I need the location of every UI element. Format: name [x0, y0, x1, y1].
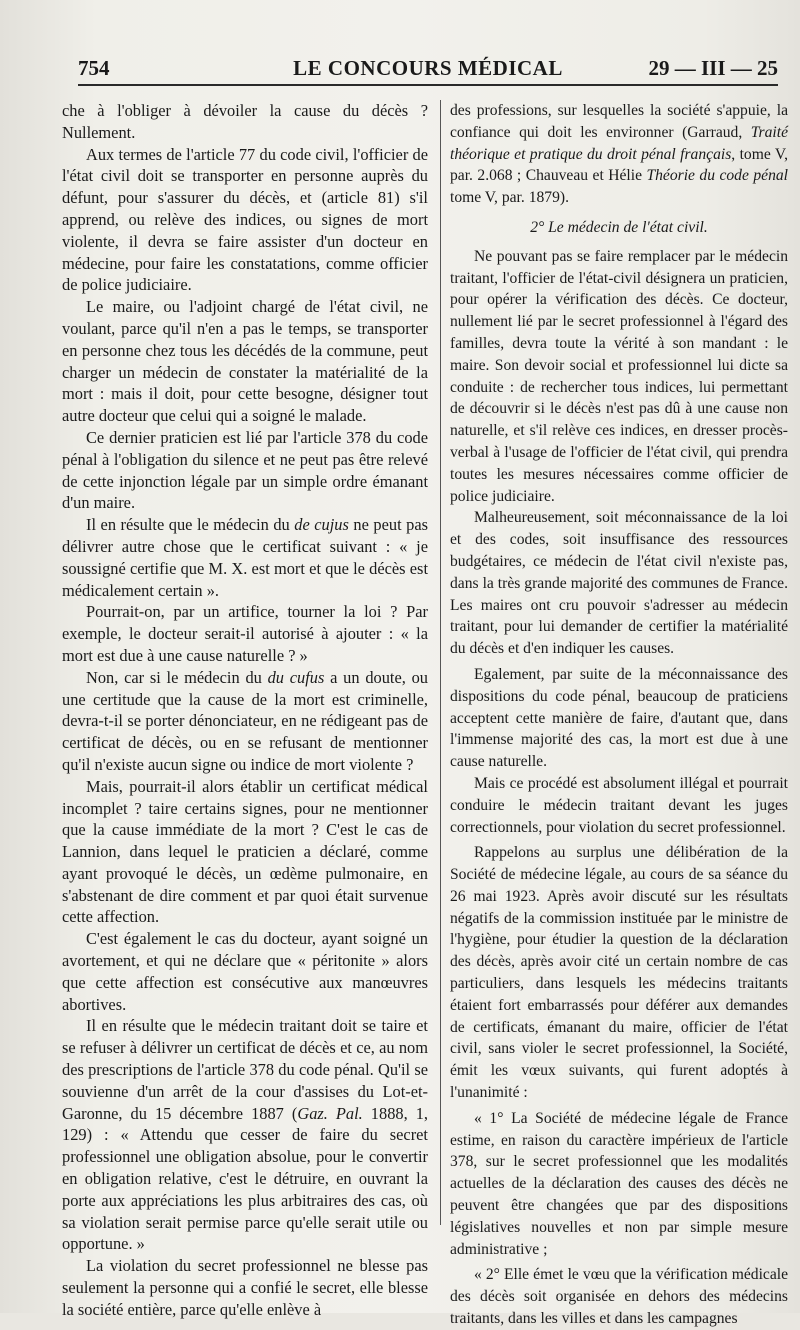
paragraph: Mais, pourrait-il alors établir un certificat médical incomplet ? taire certains signes, pour ne mentionner que la cause immédiate de la mort ? C'est le cas de Lannion, dans lequel le praticien a déclaré, comme ayant provoqué le décès, un œdème pulmonaire, en s'abstenant de dire comment et par quoi était survenue cette affection. [62, 776, 428, 927]
paragraph: Mais ce procédé est absolument illégal et pourrait conduire le médecin traitant devant les juges correctionnels, pour violation du secret professionnel. [450, 774, 788, 836]
paragraph: La violation du secret professionnel ne blesse pas seulement la personne qui a confié le secret, elle blesse la société entière, parce qu'elle enlève à [62, 1256, 428, 1319]
italic-citation: Traité théorique et pratique du droit pénal français [450, 123, 788, 163]
paragraph: Ne pouvant pas se faire remplacer par le médecin traitant, l'officier de l'état-civil désignera un praticien, pour opérer la vérification des décès. Ce docteur, nullement lié par le secret professionnel à l'égard des familles, devra toute la vérité à son mandant : le maire. Son devoir social et professionnel lui dicte sa conduite : de rechercher tous indices, lui permettant de découvrir si le décès n'est pas dû à une cause non naturelle, et s'il relève ces indices, en dresser procès-verbal à l'usage de l'officier de l'état civil, qui prendra toutes les mesures nécessaires comme officier de police judiciaire. [450, 247, 788, 505]
journal-title: LE CONCOURS MÉDICAL [293, 56, 563, 80]
paragraph [62, 1015, 428, 1255]
italic-term: de cujus [294, 515, 349, 535]
paragraph [62, 514, 428, 601]
paragraph: Aux termes de l'article 77 du code civil, l'officier de l'état civil doit se transporter en personne auprès du défunt, pour s'assurer du décès, et (article 81) s'il apprend, ou relève des indices, ou signes de mort violente, il devra se faire assister d'un docteur en médecine, pour faire les constatations, comme officier de police judiciaire. [62, 144, 428, 295]
paragraph: Rappelons au surplus une délibération de la Société de médecine légale, au cours de sa séance du 26 mai 1923. Après avoir discuté sur les résultats négatifs de la commission instituée par le ministre de l'hygiène, pour étudier la question de la déclaration des décès, après avoir cité un certain nombre de cas particuliers, dans lesquels les médecins traitants étaient fort embarrassés pour déférer aux demandes de certificats, émanant du maire, officier de l'état civil, sans violer le secret professionnel, la Société, émit les vœux suivants, qui furent adoptés à l'unanimité : [450, 844, 788, 1102]
paragraph [450, 100, 788, 209]
paragraph: « 1° La Société de médecine légale de France estime, en raison du caractère impérieux de l'article 378, sur le secret professionnel que les modalités actuelles de la déclaration des causes des décès ne peuvent être changées que par des dispositions législatives nouvelles et non par simple mesure administrative ; [450, 1109, 788, 1258]
issue-date: 29 — III — 25 [648, 56, 778, 80]
paragraph: Egalement, par suite de la méconnaissance des dispositions du code pénal, beaucoup de praticiens acceptent cette manière de faire, d'autant que, dans l'immense majorité des cas, la mort est due à une cause naturelle. [450, 665, 788, 771]
text-run: 1888, 1, 129) : « Attendu que cesser de faire du secret professionnel une obligation absolue, pour le convertir en obligation relative, c'est le détruire, en ouvrant la porte aux appréciations les plus arbitraires des cas, où sa violation serait permise parce qu'elle serait utile ou opportune. » [62, 1103, 428, 1254]
paragraph: Ce dernier praticien est lié par l'article 378 du code pénal à l'obligation du silence et ne peut pas être relevé de cette injonction légale par un simple ordre émanant d'un maire. [62, 427, 428, 513]
paragraph: che à l'obliger à dévoiler la cause du décès ? Nullement. [62, 101, 428, 142]
text-run: a un doute, ou une certitude que la cause de la mort est criminelle, devra-t-il se porter dénonciateur, en ne rédigeant pas de certificat de décès, ou en se refusant de mentionner qu'il n'existe aucun signe ou indice de mort violente ? [62, 667, 429, 774]
paragraph: Le maire, ou l'adjoint chargé de l'état civil, ne voulant, parce qu'il n'en a pas le temps, se transporter en personne chez tous les décédés de la commune, peut charger un médecin de constater la matérialité de la mort : mais il doit, pour cette besogne, désigner tout autre docteur que celui qui a soigné le malade. [62, 297, 428, 426]
text-run: Il en résulte que le médecin du [86, 515, 295, 535]
italic-citation: Gaz. Pal. [297, 1103, 363, 1123]
italic-term: du cufus [267, 667, 325, 687]
text-run: Il en résulte que le médecin traitant doit se taire et se refuser à délivrer un certificat de décès et ce, au nom des prescriptions de l'article 378 du code pénal. Qu'il se souvienne d'un arrêt de la cour d'assises du Lot-et-Garonne, du 15 décembre 1887 ( [62, 1016, 428, 1123]
paragraph [62, 667, 428, 776]
running-header [78, 52, 778, 86]
right-column [450, 100, 788, 1330]
text-run: des professions, sur lesquelles la société s'appuie, la confiance qui doit les environner (Garraud, [450, 102, 788, 141]
page-number: 754 [78, 56, 110, 80]
section-subheading: 2° Le médecin de l'état civil. [530, 218, 708, 236]
paragraph: Malheureusement, soit méconnaissance de la loi et des codes, soit insuffisance des ressources budgétaires, ce médecin de l'état civil n'existe pas, dans la très grande majorité des communes de France. Les maires ont cru pouvoir s'adresser au médecin traitant, pour lui demander de certifier la matérialité du décès et d'en indiquer les causes. [450, 509, 788, 658]
italic-citation: Théorie du code pénal [646, 167, 788, 185]
column-rule [440, 100, 441, 1225]
left-column [62, 100, 428, 1321]
text-run: tome V, par. 1879). [450, 189, 569, 207]
paragraph: C'est également le cas du docteur, ayant soigné un avortement, et qui ne déclare que « péritonite » alors que cette affection est consécutive aux manœuvres abortives. [62, 929, 428, 1014]
paragraph: Pourrait-on, par un artifice, tourner la loi ? Par exemple, le docteur serait-il autorisé à ajouter : « la mort est due à une cause naturelle ? » [62, 602, 428, 665]
text-run: Non, car si le médecin du [86, 667, 268, 687]
text-run: , tome V, par. 2.068 ; Chauveau et Hélie [450, 145, 788, 185]
text-run: ne peut pas délivrer autre chose que le certificat suivant : « je soussigné certifie que M. X. est mort et que le décès est médicalement certain ». [62, 515, 428, 600]
paragraph: « 2° Elle émet le vœu que la vérification médicale des décès soit organisée en dehors des médecins traitants, dans les villes et dans les campagnes [450, 1266, 788, 1328]
